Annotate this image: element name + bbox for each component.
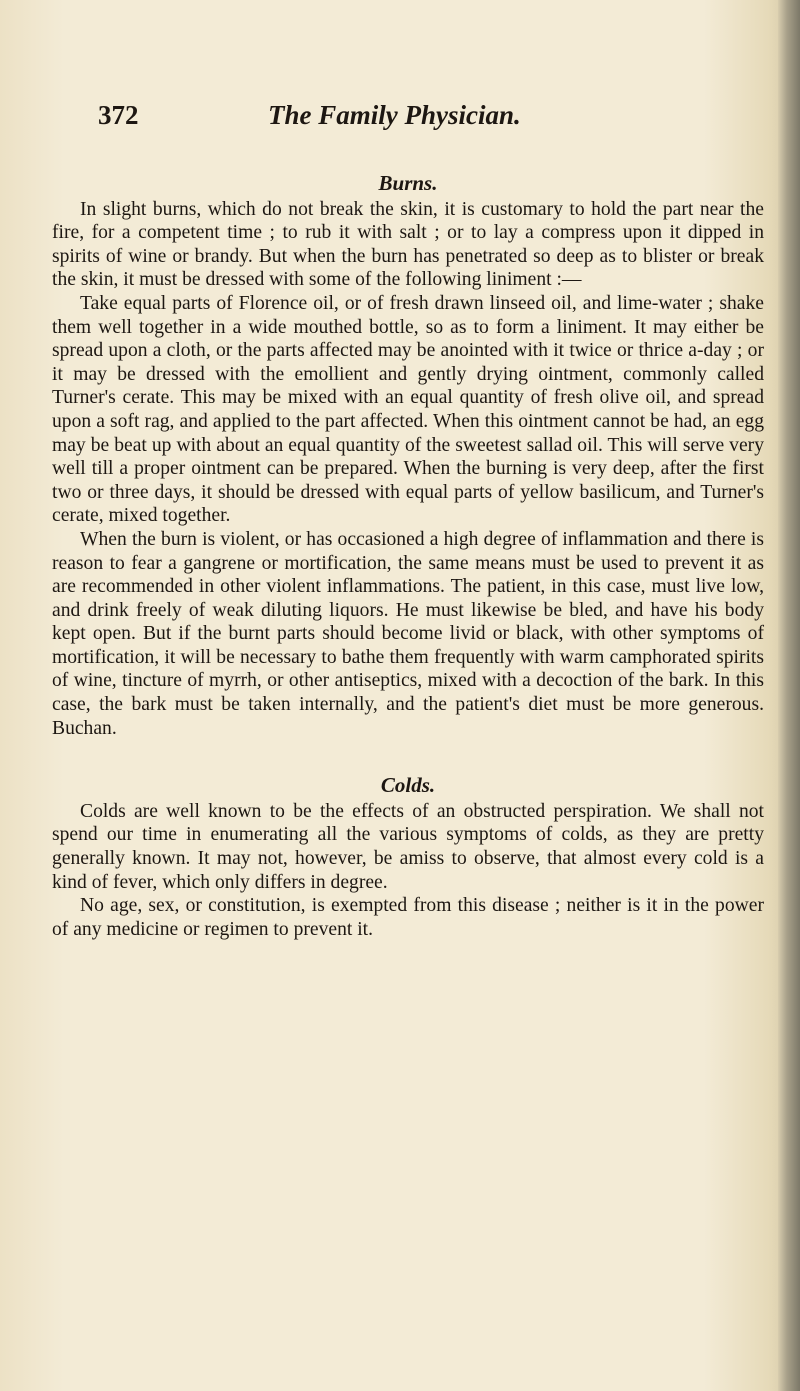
paragraph: No age, sex, or constitution, is exempted from this disease ; neither is it in the power of any medicine or regimen to prevent it. [52,895,764,940]
page-number: 372 [98,100,139,130]
page-body [52,172,764,941]
section-title: Burns. [378,171,438,195]
page-header [98,100,718,140]
section-colds [52,774,764,941]
page-edge-shadow [778,0,800,1391]
running-head: The Family Physician. [268,100,521,130]
paragraph: Take equal parts of Florence oil, or of fresh drawn linseed oil, and lime-water ; shake them well together in a wide mouthed bottle, so as to form a liniment. It may either be spread upon a cloth, or the parts affected may be anointed with it twice or thrice a-day ; or it may be dressed with the emollient and gently drying ointment, commonly called Turner's cerate. This may be mixed with an equal quantity of fresh olive oil, and spread upon a soft rag, and applied to the part affected. When this ointment cannot be had, an egg may be beat up with about an equal quantity of the sweetest sallad oil. This will serve very well till a proper ointment can be prepared. When the burning is very deep, after the first two or three days, it should be dressed with equal parts of yellow basilicum, and Turner's cerate, mixed together. [52,292,764,527]
section-divider [52,740,764,774]
paragraph: In slight burns, which do not break the skin, it is customary to hold the part near the fire, for a competent time ; to rub it with salt ; or to lay a compress upon it dipped in spirits of wine or brandy. But when the burn has penetrated so deep as to blister or break the skin, it must be dressed with some of the following liniment :— [52,198,764,291]
section-burns [52,172,764,740]
paragraph: Colds are well known to be the effects of an obstructed perspiration. We shall not spend our time in enumerating all the various symptoms of colds, as they are pretty generally known. It may not, however, be amiss to observe, that almost every cold is a kind of fever, which only differs in degree. [52,800,764,893]
paragraph: When the burn is violent, or has occasioned a high degree of inflammation and there is reason to fear a gangrene or mortification, the same means must be used to prevent it as are recommended in other violent inflammations. The patient, in this case, must live low, and drink freely of weak diluting liquors. He must likewise be bled, and have his body kept open. But if the burnt parts should become livid or black, with other symptoms of mortification, it will be necessary to bathe them frequently with warm camphorated spirits of wine, tincture of myrrh, or other antiseptics, mixed with a decoction of the bark. In this case, the bark must be taken internally, and the patient's diet must be more generous. Buchan. [52,528,764,739]
section-title: Colds. [380,773,436,798]
